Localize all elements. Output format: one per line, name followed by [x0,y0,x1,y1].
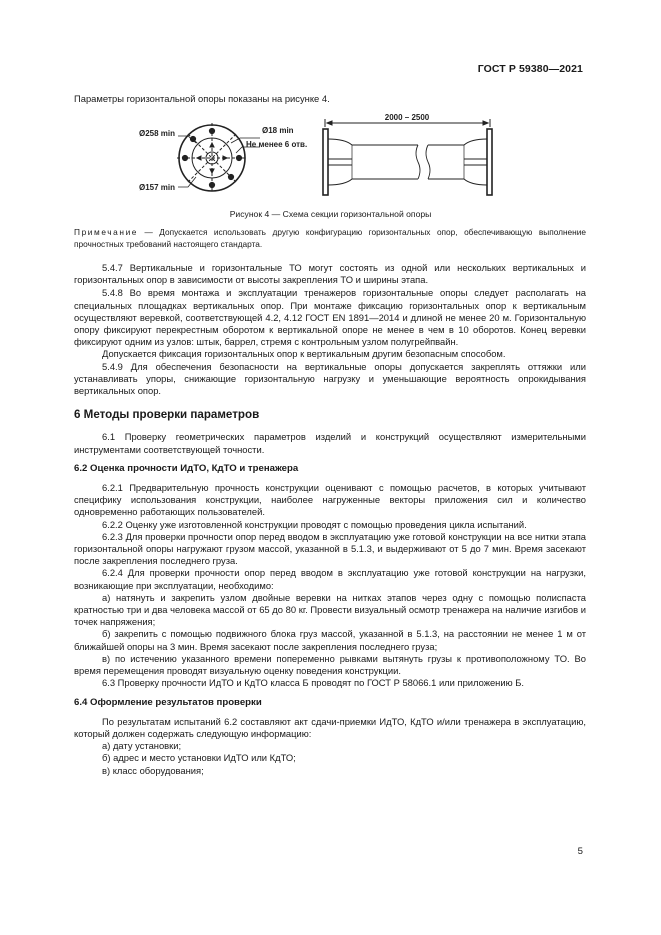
figure-intro-text: Параметры горизонтальной опоры показаны на рисунке 4. [74,93,330,104]
paragraph-6-2-4-a: а) натянуть и закрепить узлом двойные веревки на нитках этапов через одну с помощью полиспаста кратностью три и два человека массой от 65 до 80 кг. Провести визуальный осмотр тренажера на наличие изгибов и точек напряжения; [74,591,586,628]
paragraph-6-1: 6.1 Проверку геометрических параметров изделий и конструкций осуществляют измерительными инструментами соответствующей точности. [74,431,586,455]
paragraph-5-4-7: 5.4.7 Вертикальные и горизонтальные ТО могут состоять из одной или нескольких вертикальных и горизонтальных опор в зависимости от высоты закрепления ТО и ширины этапа. [74,262,586,286]
bolt-hole [209,182,214,187]
figure-horizontal-support [130,115,530,199]
paragraph-6-2-4-v: в) по истечению указанного времени попеременно рывками вытянуть грузы к противоположному ТО. Во время перемещения проводят визуальную оценку поведения конструкции. [74,652,586,677]
paragraph-6-2-1: 6.2.1 Предварительную прочность конструкции оценивают с помощью расчетов, в которых учитывают специфику использования конструкции, наиболее нагруженные векторы приложения сил и количество одновременно работающих пользователей. [74,482,586,518]
list-item: а) дату установки; [102,740,182,752]
paragraph-6-2-4: 6.2.4 Для проверки прочности опор перед вводом в эксплуатацию уже готовой конструкции на нагрузки, возникающие при эксплуатации, необходимо: [74,567,586,591]
paragraph-6-2-4-b: б) закрепить с помощью подвижного блока груз массой, указанной в 5.1.3, на расстоянии не менее 1 м от ближайшей опоры на 3 мин. Время засекают после закрепления последнего груза; [74,628,586,652]
note-label: Примечание [74,227,139,237]
subsection-6-2-heading: 6.2 Оценка прочности ИдТО, КдТО и тренажера [74,462,299,474]
bolt-hole [209,128,214,133]
list-item: в) класс оборудования; [102,764,204,776]
label-hole-diameter: Ø18 min [262,126,294,135]
paragraph-5-4-8-note: Допускается фиксация горизонтальных опор к вертикальным другим безопасным способом. [102,348,506,360]
flange-diagram [177,123,260,193]
label-outer-diameter: Ø258 min [139,129,176,138]
paragraph-5-4-8: 5.4.8 Во время монтажа и эксплуатации тренажеров горизонтальные опоры следует располагать на специальных площадках вертикальных опор. При монтаже фиксацию горизонтальных опор к вертикальным осуществляют веревкой, соответствующей 4.2, 4.12 ГОСТ EN 1891—2014 и длиной не менее 20 м. Горизонтальную опору фиксируют перекрестным оборотом к вертикальной опоре не менее в чем в 10 оборотов. Конец веревки фиксируют одним из узлов: штык, баррел, стремя с контрольным узлом полугрейпвайн. [74,287,586,348]
subsection-6-4-heading: 6.4 Оформление результатов проверки [74,696,262,708]
label-inner-diameter: Ø157 min [139,183,176,192]
paragraph-6-2-2: 6.2.2 Оценку уже изготовленной конструкции проводят с помощью проведения цикла испытаний. [102,518,527,530]
document-body [74,262,586,777]
section-side-view [323,119,492,195]
paragraph-6-2-3: 6.2.3 Для проверки прочности опор перед вводом в эксплуатацию уже готовой конструкции на все нитки этапа горизонтальной опоры нагружают грузом массой, указанной в 5.1.3, и выдерживают от 5 до 7 мин. Время засекают после закрепления последнего груза. [74,530,586,567]
note-text: — Допускается использовать другую конфигурацию горизонтальных опор, обеспечивающую выполнение прочностных требований настоящего стандарта. [74,227,586,249]
paragraph-6-4: По результатам испытаний 6.2 составляют акт сдачи-приемки ИдТО, КдТО и/или тренажера в эксплуатацию, который должен содержать следующую информацию: [74,715,586,739]
bolt-hole [182,155,187,160]
paragraph-6-3: 6.3 Проверку прочности ИдТО и КдТО класса Б проводят по ГОСТ Р 58066.1 или приложению Б. [102,677,524,689]
figure-caption: Рисунок 4 — Схема секции горизонтальной опоры [229,209,432,219]
note-block [74,226,586,250]
bolt-hole [236,155,241,160]
required-info-list [74,740,586,777]
paragraph-5-4-9: 5.4.9 Для обеспечения безопасности на вертикальные опоры допускается закреплять оттяжки или устанавливать упоры, снижающие горизонтальную нагрузку и уменьшающие вероятность опрокидывания вертикальных опор. [74,360,586,397]
bolt-hole [228,174,233,179]
section-6-heading: 6 Методы проверки параметров [74,408,260,422]
label-length-range: 2000 – 2500 [384,113,430,122]
document-header: ГОСТ Р 59380—2021 [477,63,583,75]
page-number: 5 [577,846,583,857]
label-hole-count: Не менее 6 отв. [246,140,308,149]
list-item: б) адрес и место установки ИдТО или КдТО; [102,752,296,764]
